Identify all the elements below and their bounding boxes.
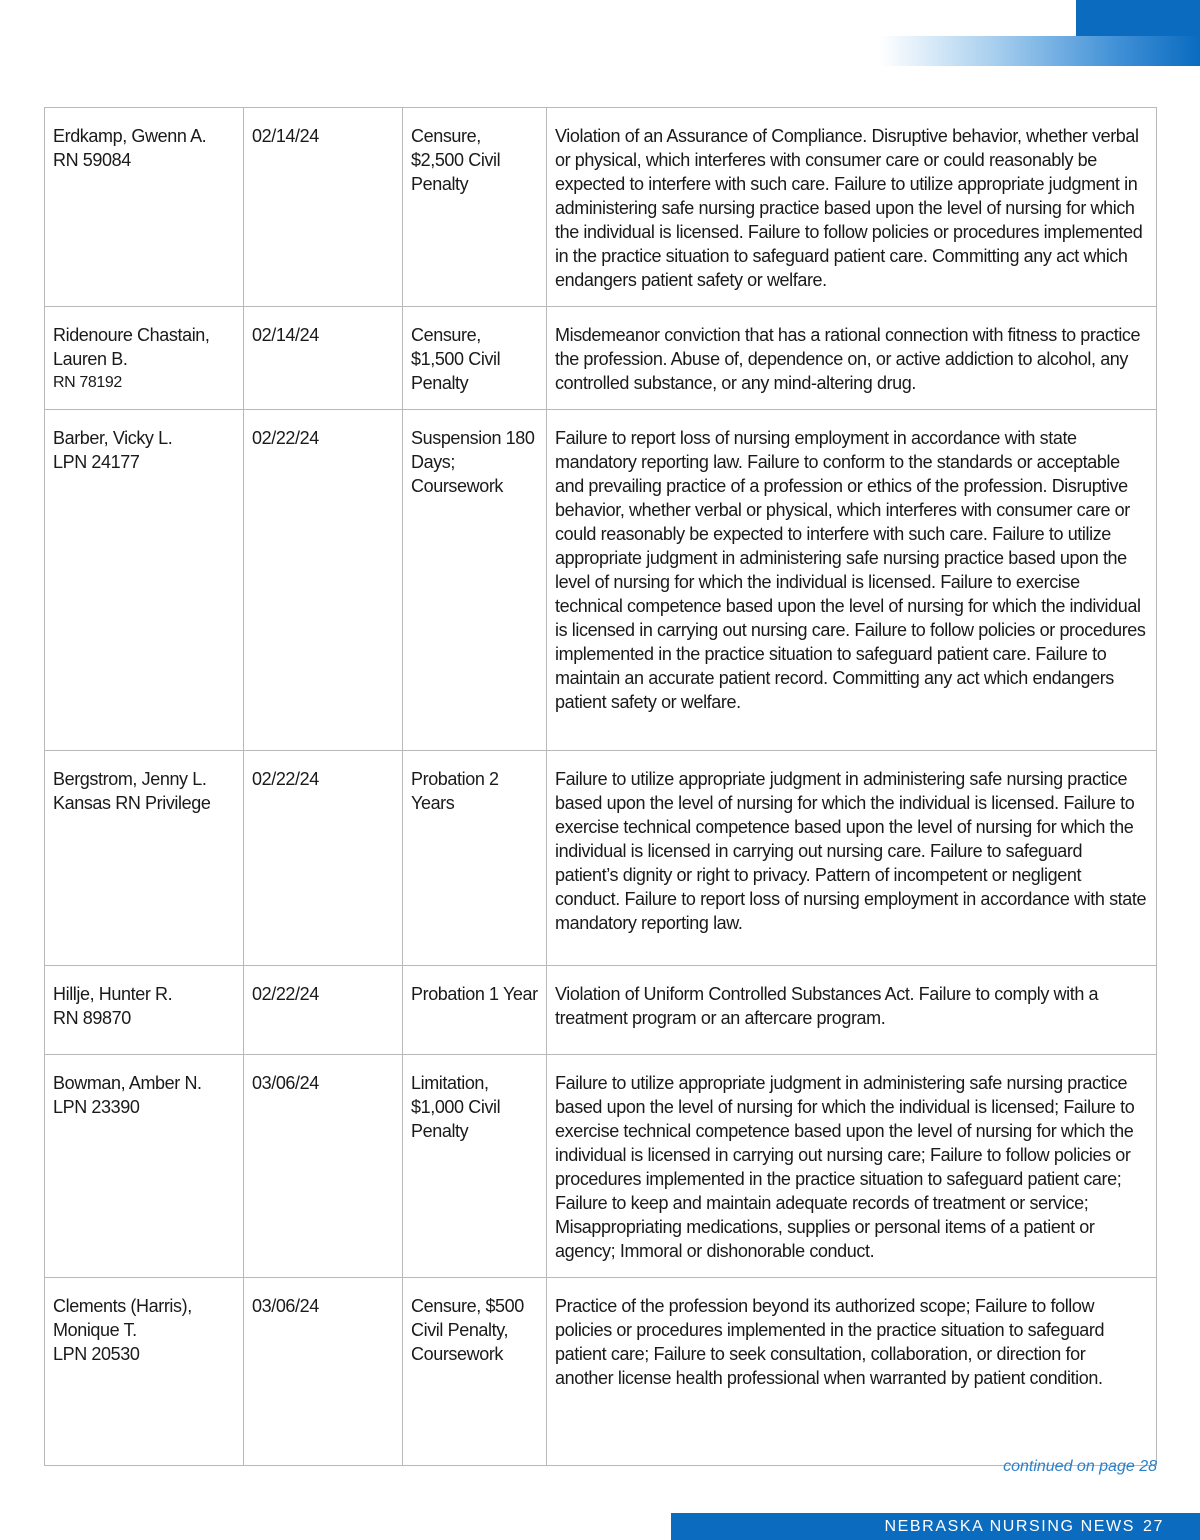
licensee-name: Clements (Harris), bbox=[53, 1296, 192, 1316]
licensee-name: Bergstrom, Jenny L. bbox=[53, 769, 207, 789]
licensee-cell bbox=[45, 751, 244, 966]
violation-description: Misdemeanor conviction that has a rational connection with fitness to practice the profession. Abuse of, dependence on, or active addiction to alcohol, any controlled substance, or any mind-altering drug. bbox=[547, 307, 1157, 410]
license-number: RN 59084 bbox=[53, 150, 131, 170]
disciplinary-action: Censure, $500 Civil Penalty, Coursework bbox=[403, 1278, 547, 1466]
licensee-cell bbox=[45, 1278, 244, 1466]
violation-description: Failure to utilize appropriate judgment in administering safe nursing practice based upon the level of nursing for which the individual is licensed; Failure to exercise technical competence based upon the level of nursing for which the individual is licensed in carrying out nursing care; Failure to follow policies or procedures implemented in the practice situation to safeguard patient care; Failure to keep and maintain adequate records of treatment or service; Misappropriating medications, supplies or personal items of a patient or agency; Immoral or dishonorable conduct. bbox=[547, 1055, 1157, 1278]
license-number: Kansas RN Privilege bbox=[53, 793, 211, 813]
table-row bbox=[45, 1278, 1157, 1466]
action-date: 02/14/24 bbox=[244, 108, 403, 307]
action-date: 02/22/24 bbox=[244, 751, 403, 966]
licensee-name-continued: Lauren B. bbox=[53, 349, 128, 369]
continued-note: continued on page 28 bbox=[1003, 1458, 1157, 1475]
table-row bbox=[45, 966, 1157, 1055]
violation-description: Violation of an Assurance of Compliance. Disruptive behavior, whether verbal or physical, which interferes with consumer care or could reasonably be expected to interfere with such care. Failure to utilize appropriate judgment in administering safe nursing practice based upon the level of nursing for which the individual is licensed. Failure to follow policies or procedures implemented in the practice situation to safeguard patient care. Committing any act which endangers patient safety or welfare. bbox=[547, 108, 1157, 307]
footer-band bbox=[671, 1513, 1200, 1540]
licensee-cell bbox=[45, 1055, 244, 1278]
licensee-cell bbox=[45, 307, 244, 410]
licensee-cell bbox=[45, 410, 244, 751]
licensee-name: Bowman, Amber N. bbox=[53, 1073, 202, 1093]
licensee-cell bbox=[45, 108, 244, 307]
table-row bbox=[45, 1055, 1157, 1278]
disciplinary-action: Censure, $2,500 Civil Penalty bbox=[403, 108, 547, 307]
table-row bbox=[45, 751, 1157, 966]
table-row bbox=[45, 307, 1157, 410]
publication-title: NEBRASKA NURSING NEWS bbox=[884, 1518, 1135, 1535]
disciplinary-action: Probation 2 Years bbox=[403, 751, 547, 966]
disciplinary-action: Limitation, $1,000 Civil Penalty bbox=[403, 1055, 547, 1278]
action-date: 03/06/24 bbox=[244, 1055, 403, 1278]
license-number: RN 89870 bbox=[53, 1008, 131, 1028]
disciplinary-actions-table bbox=[44, 107, 1157, 1466]
licensee-name: Ridenoure Chastain, bbox=[53, 325, 210, 345]
licensee-cell bbox=[45, 966, 244, 1055]
licensee-name: Barber, Vicky L. bbox=[53, 428, 173, 448]
page-number: 27 bbox=[1143, 1518, 1164, 1535]
table-row bbox=[45, 108, 1157, 307]
action-date: 02/22/24 bbox=[244, 410, 403, 751]
licensee-name-continued: Monique T. bbox=[53, 1320, 137, 1340]
licensee-name: Hillje, Hunter R. bbox=[53, 984, 173, 1004]
header-gradient-bar bbox=[880, 36, 1200, 66]
violation-description: Failure to report loss of nursing employment in accordance with state mandatory reporting law. Failure to conform to the standards or acceptable and prevailing practice of a profession or ethics of the profession. Disruptive behavior, whether verbal or physical, which interferes with consumer care or could reasonably be expected to interfere with such care. Failure to utilize appropriate judgment in administering safe nursing practice based upon the level of nursing for which the individual is licensed. Failure to exercise technical competence based upon the level of nursing for which the individual is licensed in carrying out nursing care. Failure to follow policies or procedures implemented in the practice situation to safeguard patient care. Failure to maintain an accurate patient record. Committing any act which endangers patient safety or welfare. bbox=[547, 410, 1157, 751]
action-date: 03/06/24 bbox=[244, 1278, 403, 1466]
violation-description: Violation of Uniform Controlled Substances Act. Failure to comply with a treatment program or an aftercare program. bbox=[547, 966, 1157, 1055]
license-number: RN 78192 bbox=[53, 374, 122, 391]
violation-description: Failure to utilize appropriate judgment in administering safe nursing practice based upon the level of nursing for which the individual is licensed. Failure to exercise technical competence based upon the level of nursing for which the individual is licensed in carrying out nursing care. Failure to safeguard patient’s dignity or right to privacy. Pattern of incompetent or negligent conduct. Failure to report loss of nursing employment in accordance with state mandatory reporting law. bbox=[547, 751, 1157, 966]
corner-accent-block bbox=[1076, 0, 1200, 36]
action-date: 02/14/24 bbox=[244, 307, 403, 410]
table-row bbox=[45, 410, 1157, 751]
disciplinary-action: Censure, $1,500 Civil Penalty bbox=[403, 307, 547, 410]
disciplinary-action: Probation 1 Year bbox=[403, 966, 547, 1055]
license-number: LPN 23390 bbox=[53, 1097, 140, 1117]
disciplinary-action: Suspension 180 Days; Coursework bbox=[403, 410, 547, 751]
license-number: LPN 20530 bbox=[53, 1344, 140, 1364]
license-number: LPN 24177 bbox=[53, 452, 140, 472]
licensee-name: Erdkamp, Gwenn A. bbox=[53, 126, 207, 146]
action-date: 02/22/24 bbox=[244, 966, 403, 1055]
violation-description: Practice of the profession beyond its authorized scope; Failure to follow policies or procedures implemented in the practice situation to safeguard patient care; Failure to seek consultation, collaboration, or direction for another license health professional when warranted by patient condition. bbox=[547, 1278, 1157, 1466]
